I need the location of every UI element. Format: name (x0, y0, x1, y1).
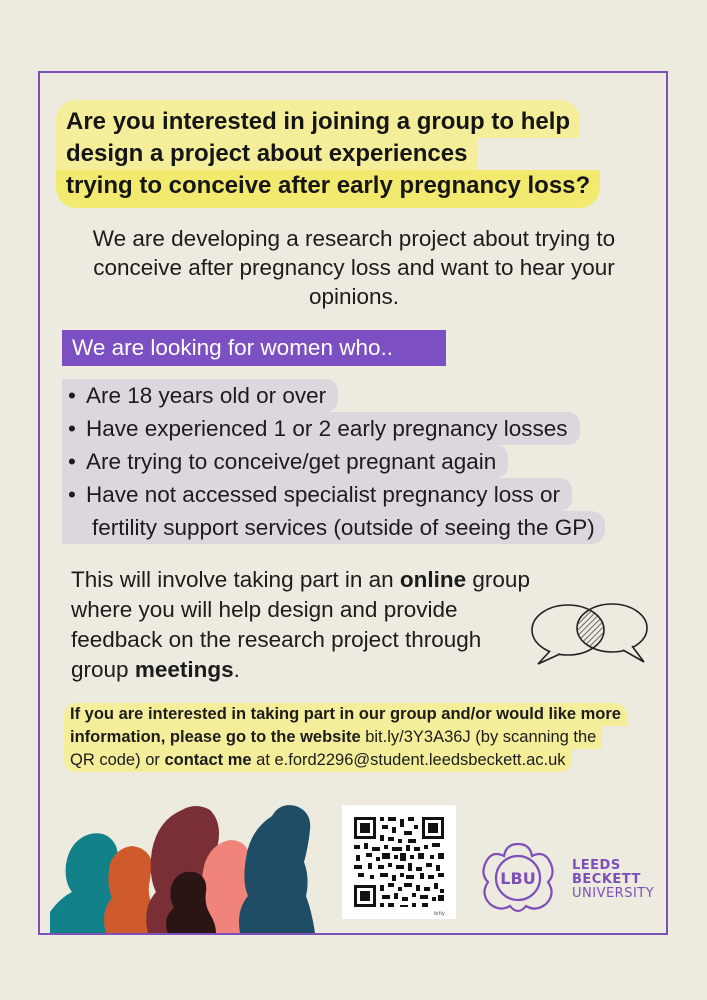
headline (56, 100, 636, 208)
women-silhouettes-illustration (50, 800, 315, 933)
logo-line-2: BECKETT (572, 872, 641, 887)
list-item: • Have experienced 1 or 2 early pregnancy losses (62, 412, 658, 445)
list-item: • Are trying to conceive/get pregnant again (62, 445, 658, 478)
criteria-item-services-2: fertility support services (outside of seeing the GP) (92, 515, 595, 540)
list-item: • Have not accessed specialist pregnancy loss or fertility support services (outside of seeing the GP) (62, 478, 658, 544)
involvement-paragraph (71, 565, 541, 685)
involve-meetings-bold: meetings (134, 657, 234, 682)
logo-line-3: UNIVERSITY (572, 886, 655, 901)
criteria-item-services-1: Have not accessed specialist pregnancy loss or (86, 482, 560, 507)
criteria-list (62, 379, 658, 544)
involve-text-2: group where you will help design and provide feedback on the research project through group (71, 567, 530, 682)
list-item: • Are 18 years old or over (62, 379, 658, 412)
intro-paragraph: We are developing a research project about trying to conceive after pregnancy loss and want to hear your opinions. (92, 226, 616, 309)
contact-bold-1: If you are interested in taking part in our group and/or would like more (70, 705, 621, 723)
leeds-beckett-rose-icon (478, 840, 558, 916)
qr-caption: bitly (434, 911, 445, 917)
criteria-item-losses: Have experienced 1 or 2 early pregnancy losses (86, 416, 568, 441)
logo-line-1: LEEDS (572, 858, 621, 873)
headline-line-3: trying to conceive after early pregnancy loss? (56, 170, 600, 208)
speech-bubbles-icon (528, 600, 652, 668)
involve-text-1: This will involve taking part in an (71, 567, 400, 592)
contact-me-bold: contact me (164, 751, 252, 769)
logo-monogram: LBU (500, 869, 536, 888)
criteria-banner: We are looking for women who.. (62, 330, 446, 366)
criteria-item-age: Are 18 years old or over (86, 383, 327, 408)
contact-text-3a: QR code) or (70, 751, 165, 769)
contact-bold-2: information, please go to the website (70, 728, 361, 746)
involve-online-bold: online (399, 567, 467, 592)
headline-line-1: Are you interested in joining a group to help (56, 100, 580, 138)
university-wordmark (572, 859, 667, 901)
website-link[interactable]: bit.ly/3Y3A36J (by scanning the (360, 728, 597, 746)
headline-line-2: design a project about experiences (56, 138, 477, 170)
contact-email[interactable]: at e.ford2296@student.leedsbeckett.ac.uk (251, 751, 566, 769)
contact-info (64, 703, 658, 772)
criteria-item-conceive: Are trying to conceive/get pregnant again (86, 449, 497, 474)
involve-text-3: . (233, 657, 240, 682)
qr-code[interactable] (342, 805, 456, 919)
